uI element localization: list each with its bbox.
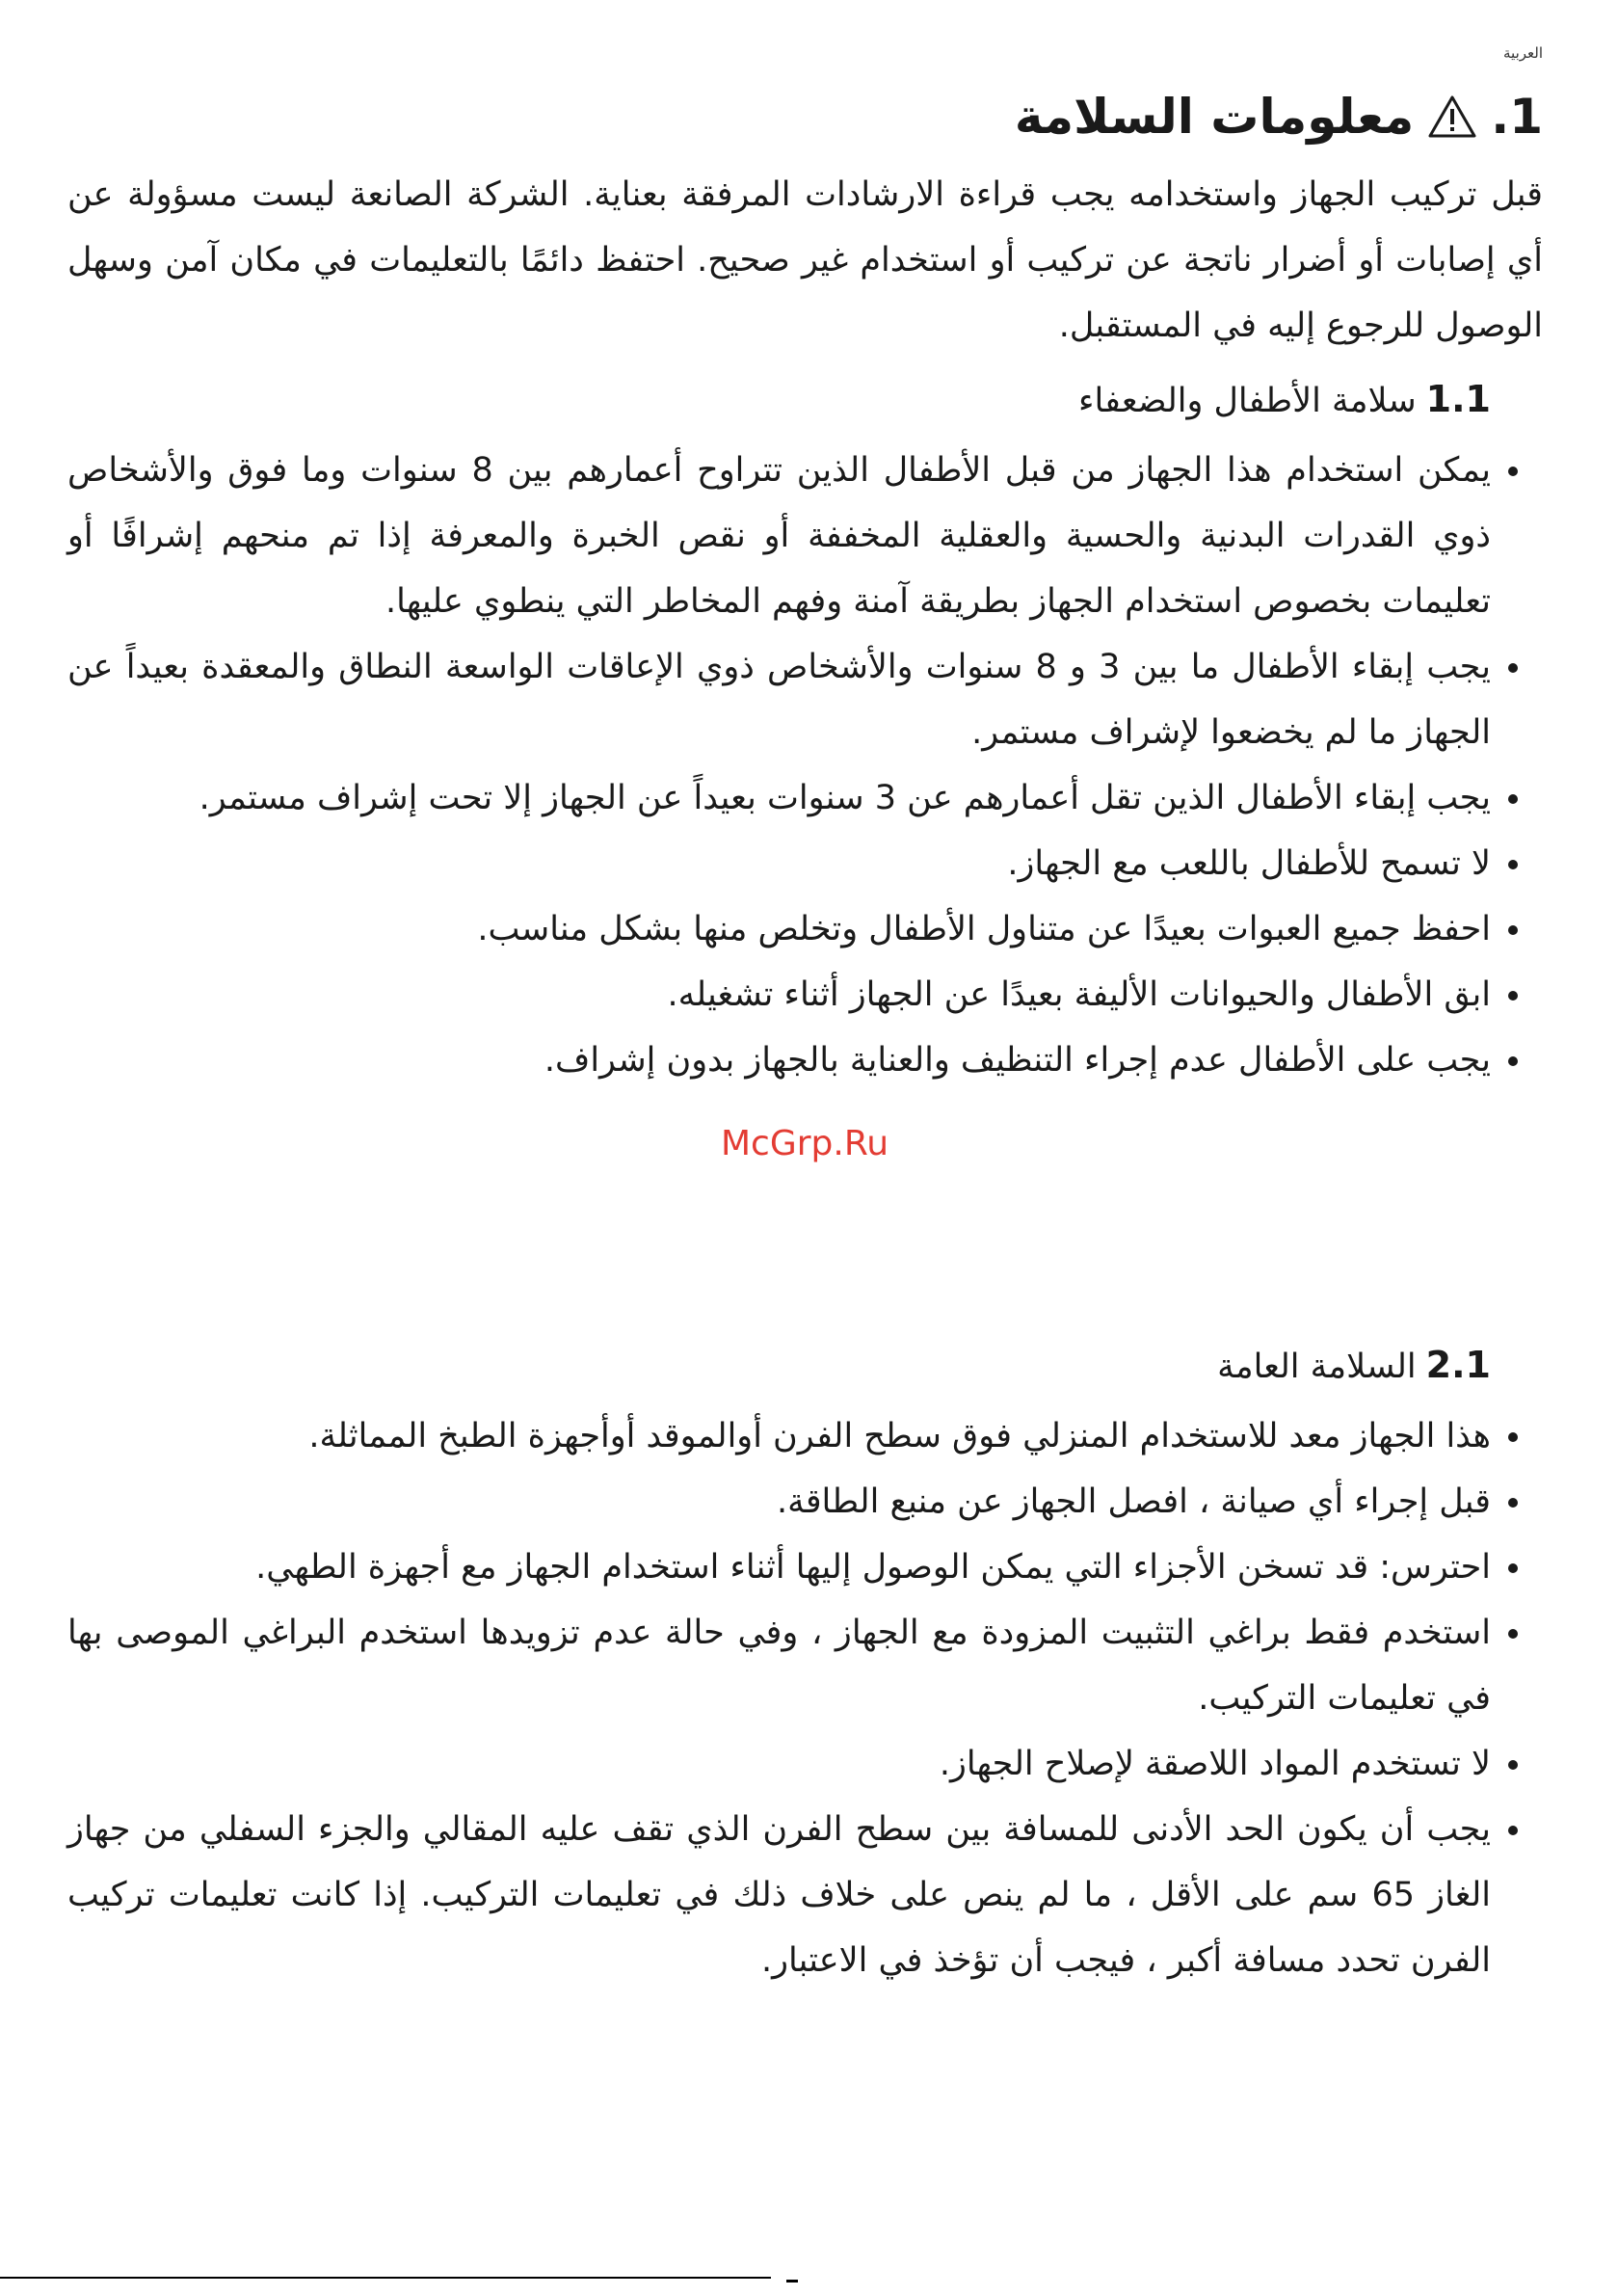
list-item: لا تسمح للأطفال باللعب مع الجهاز.	[67, 831, 1491, 896]
section-heading-general-safety	[1217, 1338, 1491, 1394]
list-item: ابق الأطفال والحيوانات الأليفة بعيدًا عن الجهاز أثناء تشغيله.	[67, 962, 1491, 1028]
list-item: يجب إبقاء الأطفال الذين تقل أعمارهم عن 3 سنوات بعيداً عن الجهاز إلا تحت إشراف مستمر.	[67, 765, 1491, 831]
language-label: العربية	[1503, 44, 1543, 62]
list-item: يجب أن يكون الحد الأدنى للمسافة بين سطح الفرن الذي تقف عليه المقالي والجزء السفلي من جهاز الغاز 65 سم على الأقل ، ما لم ينص على خلاف ذلك في تعليمات التركيب. إذا كانت تعليمات تركيب الفرن تحدد مسافة أكبر ، فيجب أن تؤخذ في الاعتبار.	[67, 1797, 1491, 1993]
child-safety-list	[67, 438, 1491, 1093]
section-title-text: السلامة العامة	[1217, 1348, 1417, 1386]
watermark: McGrp.Ru	[721, 1124, 889, 1163]
intro-paragraph: قبل تركيب الجهاز واستخدامه يجب قراءة الارشادات المرفقة بعناية. الشركة الصانعة ليست مسؤولة عن أي إصابات أو أضرار ناتجة عن تركيب أو استخدام غير صحيح. احتفظ دائمًا بالتعليمات في مكان آمن وسهل الوصول للرجوع إليه في المستقبل.	[67, 175, 1543, 345]
title-number: 1.	[1491, 89, 1543, 145]
section-number: 2.1	[1425, 1344, 1491, 1386]
section-number: 1.1	[1425, 378, 1491, 420]
section-title-text: سلامة الأطفال والضعفاء	[1078, 382, 1417, 420]
list-item: لا تستخدم المواد اللاصقة لإصلاح الجهاز.	[67, 1731, 1491, 1797]
list-item: هذا الجهاز معد للاستخدام المنزلي فوق سطح الفرن أوالموقد أوأجهزة الطبخ المماثلة.	[67, 1403, 1491, 1469]
list-item: يجب على الأطفال عدم إجراء التنظيف والعناية بالجهاز بدون إشراف.	[67, 1028, 1491, 1093]
list-item: قبل إجراء أي صيانة ، افصل الجهاز عن منبع الطاقة.	[67, 1469, 1491, 1535]
page-title	[1015, 83, 1543, 150]
list-item: يمكن استخدام هذا الجهاز من قبل الأطفال الذين تتراوح أعمارهم بين 8 سنوات وما فوق والأشخاص ذوي القدرات البدنية والحسية والعقلية المخففة أو نقص الخبرة والمعرفة إذا تم منحهم إشرافًا أو تعليمات بخصوص استخدام الجهاز بطريقة آمنة وفهم المخاطر التي ينطوي عليها.	[67, 438, 1491, 634]
list-item: احفظ جميع العبوات بعيدًا عن متناول الأطفال وتخلص منها بشكل مناسب.	[67, 896, 1491, 962]
title-text: معلومات السلامة	[1014, 89, 1415, 145]
footer-divider	[0, 2277, 771, 2279]
footer-mark	[786, 2280, 798, 2283]
list-item: يجب إبقاء الأطفال ما بين 3 و 8 سنوات والأشخاص ذوي الإعاقات الواسعة النطاق والمعقدة بعيداً عن الجهاز ما لم يخضعوا لإشراف مستمر.	[67, 634, 1491, 765]
list-item: استخدم فقط براغي التثبيت المزودة مع الجهاز ، وفي حالة عدم تزويدها استخدم البراغي الموصى بها في تعليمات التركيب.	[67, 1600, 1491, 1731]
section-heading-child-safety	[1078, 372, 1491, 428]
general-safety-list	[67, 1403, 1491, 1993]
warning-triangle-icon	[1427, 94, 1477, 139]
list-item: احترس: قد تسخن الأجزاء التي يمكن الوصول إليها أثناء استخدام الجهاز مع أجهزة الطهي.	[67, 1535, 1491, 1600]
